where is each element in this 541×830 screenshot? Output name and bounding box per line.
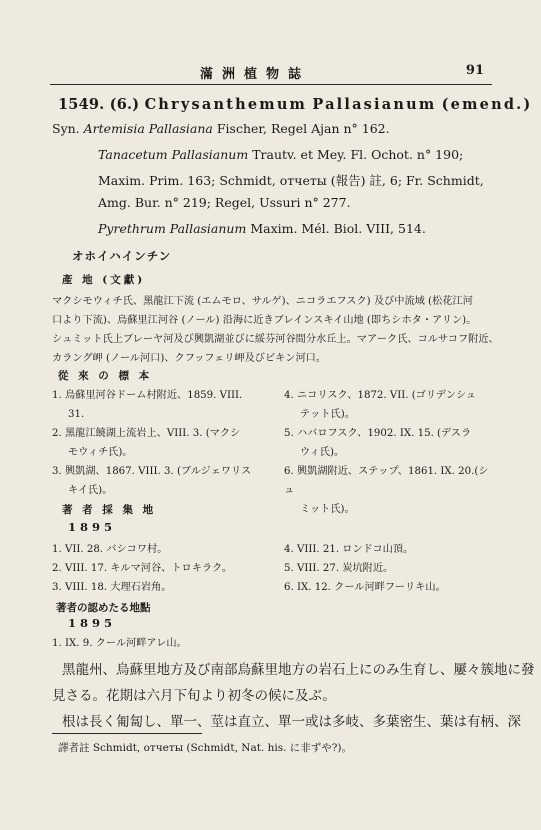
specimen-item: 31.: [68, 409, 85, 420]
species-heading: [58, 96, 532, 113]
synonym-citation: Fischer, Regel Ajan n° 162.: [216, 121, 390, 136]
synonym-name: Pyrethrum Pallasianum: [98, 221, 247, 236]
page-number: 91: [465, 63, 484, 78]
synonym-citation: Amg. Bur. n° 219; Regel, Ussuri n° 277.: [98, 195, 351, 210]
synonym-citation: Maxim. Prim. 163; Schmidt, отчеты (報告) 註, 6; Fr. Schmidt,: [98, 173, 484, 188]
specimen-item: 2. 黑龍江饒湖上流岩上、VIII. 3. (マクシ: [52, 428, 241, 439]
previous-specimens-heading: 從 來 の 標 本: [58, 370, 153, 382]
observed-item: 1. IX. 9. クール河畔アレ山。: [52, 638, 187, 649]
footnote-rule: [52, 733, 202, 734]
japanese-name: オホイハインチン: [72, 249, 172, 263]
synonym-line: [98, 195, 351, 210]
collection-year: 1 8 9 5: [68, 520, 113, 534]
previous-specimens-right: [284, 386, 494, 519]
authority: (emend.): [441, 96, 533, 113]
specimen-item: ウィ氏)。: [300, 447, 345, 458]
specimen-item: キイ氏)。: [68, 485, 113, 496]
author-collection-heading: 著 者 採 集 地: [62, 504, 157, 516]
collection-item: 4. VIII. 21. ロンドコ山頂。: [284, 544, 414, 555]
specimen-item: テット氏)。: [300, 409, 355, 420]
locality-line: シュミット氏上ブレーヤ河及び興凱湖並びに綏芬河谷間分水丘上。マアーク氏、コルサコフ附近、: [52, 334, 499, 345]
synonym-citation: Trautv. et Mey. Fl. Ochot. n° 190;: [252, 147, 464, 162]
header-rule: [50, 84, 492, 85]
collection-item: 3. VIII. 18. 大理石岩角。: [52, 582, 172, 593]
synonym-name: Tanacetum Pallasianum: [98, 147, 249, 162]
synonym-line: [98, 221, 426, 236]
genus-name: Chrysanthemum: [144, 96, 308, 113]
body-text-line: 黑龍州、烏蘇里地方及び南部烏蘇里地方の岩石上にのみ生育し、屢々簇地に發: [62, 662, 535, 678]
footnote: 譯者註 Schmidt, отчеты (Schmidt, Nat. his. に非ずや?)。: [58, 742, 353, 754]
specimen-item: 4. ニコリスク、1872. VII. (ゴリデンシュ: [284, 390, 476, 401]
observed-year: 1 8 9 5: [68, 616, 113, 630]
running-title: 滿洲植物誌: [200, 67, 311, 82]
body-text-line: 見さる。花期は六月下旬より初冬の候に及ぶ。: [52, 688, 336, 704]
author-collection-left: [52, 540, 277, 597]
author-collection-right: [284, 540, 494, 597]
specimen-item: ミット氏)。: [300, 504, 355, 515]
locality-line: カラング岬 (ノール河口)、クフッフェリ岬及びビキン河口。: [52, 353, 327, 364]
synonym-citation: Maxim. Mél. Biol. VIII, 514.: [250, 221, 426, 236]
synonym-line: [98, 147, 463, 162]
species-epithet: Pallasianum: [312, 96, 437, 113]
specimen-item: 6. 興凱湖附近、ステップ、1861. IX. 20.(シュ: [284, 466, 489, 496]
synonym-prefix: Syn.: [52, 121, 80, 136]
locality-line: 口より下流)、烏蘇里江河谷 (ノール) 沿海に近きブレインスキイ山地 (即ちシホタ・アリン)。: [52, 315, 477, 326]
specimen-item: モウィチ氏)。: [68, 447, 133, 458]
synonym-line: [98, 171, 484, 189]
author-observed-heading: 著者の認めたる地點: [56, 602, 151, 614]
body-text-line: 根は長く匍匐し、單一、莖は直立、單一或は多岐、多葉密生、葉は有柄、深: [62, 714, 521, 730]
locality-heading: 產 地 (文獻): [62, 274, 146, 286]
synonym-name: Artemisia Pallasiana: [83, 121, 213, 136]
entry-number: 1549. (6.): [58, 96, 140, 113]
collection-item: 6. IX. 12. クール河畔フーリキ山。: [284, 582, 446, 593]
previous-specimens-left: [52, 386, 277, 500]
specimen-item: 5. ハバロフスク、1902. IX. 15. (デスラ: [284, 428, 472, 439]
collection-item: 2. VIII. 17. キルマ河谷、トロキラク。: [52, 563, 233, 574]
locality-line: マクシモウィチ氏、黑龍江下流 (エムモロ、サルゲ)、ニコラエフスク) 及び中流域 (松花江河: [52, 296, 473, 307]
collection-item: 1. VII. 28. バシコワ村。: [52, 544, 168, 555]
collection-item: 5. VIII. 27. 炭坑附近。: [284, 563, 394, 574]
specimen-item: 1. 烏蘇里河谷ドーム村附近、1859. VIII.: [52, 390, 243, 401]
running-header: [100, 63, 490, 83]
specimen-item: 3. 興凱湖、1867. VIII. 3. (ブルジェワリス: [52, 466, 252, 477]
synonym-line: [52, 121, 390, 136]
